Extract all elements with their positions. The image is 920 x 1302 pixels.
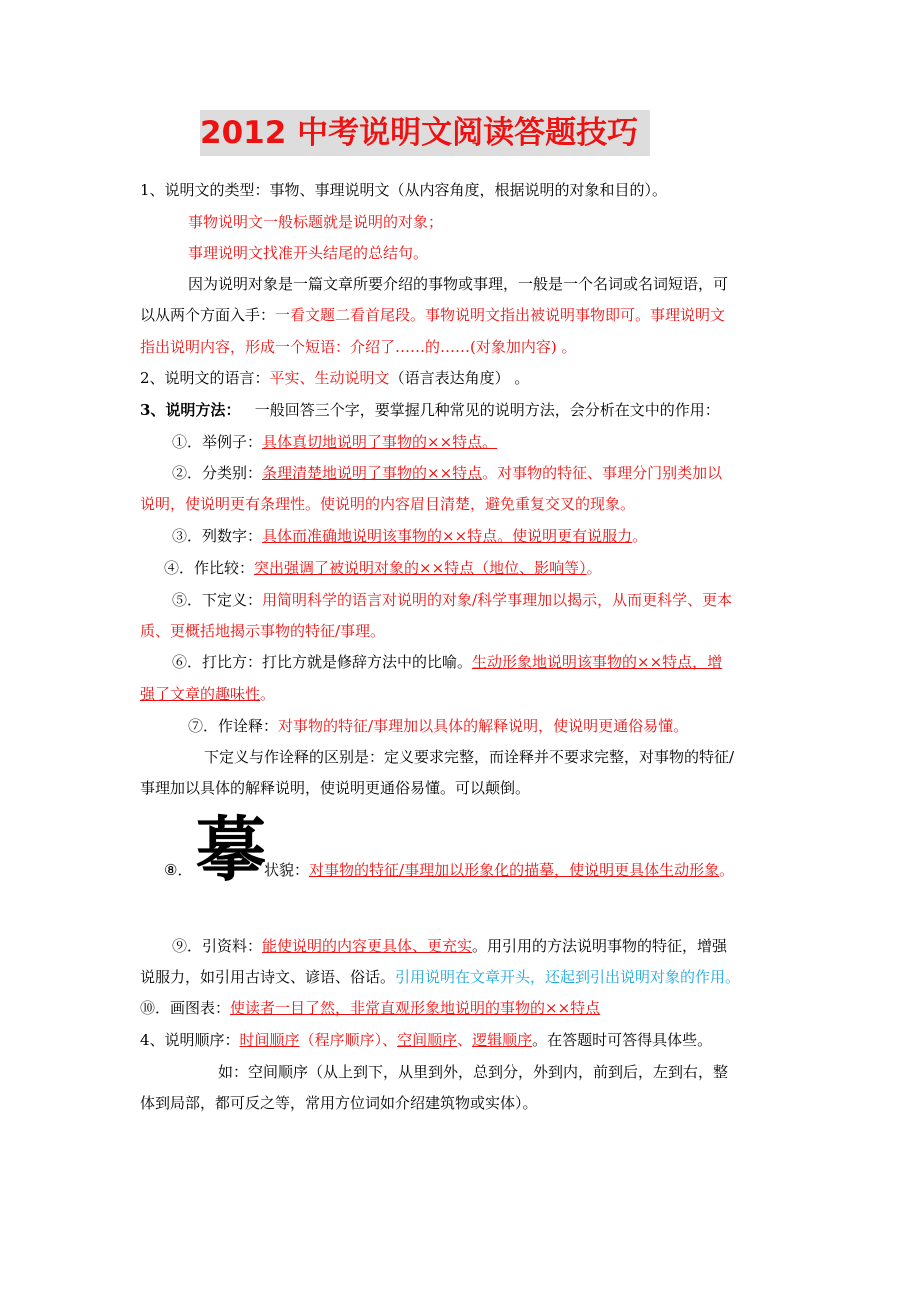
method-2: ②．分类别：条理清楚地说明了事物的××特点。对事物的特征、事理分门别类加以 [172, 464, 723, 482]
method-1: ①．举例子：具体真切地说明了事物的××特点。 [172, 433, 498, 451]
section-1-paragraph-line-1: 因为说明对象是一篇文章所要介绍的事物或事理，一般是一个名词或名词短语，可 [188, 275, 729, 293]
method-8-big-character: 摹 [196, 808, 266, 891]
method-7: ⑦．作诠释：对事物的特征/事理加以具体的解释说明，使说明更通俗易懂。 [188, 717, 689, 735]
method-6: ⑥．打比方：打比方就是修辞方法中的比喻。生动形象地说明该事物的××特点，增 [172, 653, 723, 671]
page-title: 2012 中考说明文阅读答题技巧 [200, 110, 650, 156]
definition-vs-explanation-line-1: 下定义与作诠释的区别是：定义要求完整，而诠释并不要求完整，对事物的特征/ [204, 748, 735, 766]
method-8: 状貌：对事物的特征/事理加以形象化的描摹，使说明更具体生动形象。 [264, 861, 735, 879]
example-line-1: 如：空间顺序（从上到下，从里到外，总到分，外到内，前到后，左到右，整 [218, 1063, 729, 1081]
section-1-heading: 1、说明文的类型：事物、事理说明文（从内容角度，根据说明的对象和目的）。 [140, 181, 668, 199]
section-2: 2、说明文的语言：平实、生动说明文（语言表达角度） 。 [140, 369, 530, 387]
method-10: ⑩．画图表：使读者一目了然，非常直观形象地说明的事物的××特点 [140, 999, 601, 1017]
method-5: ⑤．下定义：用简明科学的语言对说明的对象/科学事理加以揭示，从而更科学、更本 [172, 591, 733, 609]
section-1-paragraph-line-3: 指出说明内容，形成一个短语：介绍了……的……(对象加内容) 。 [140, 338, 577, 356]
section-1-red-line-2: 事理说明文找准开头结尾的总结句。 [188, 244, 429, 262]
definition-vs-explanation-line-2: 事理加以具体的解释说明，使说明更通俗易懂。可以颠倒。 [140, 779, 531, 797]
method-4: ④．作比较：突出强调了被说明对象的××特点（地位、影响等）。 [164, 559, 602, 577]
method-9: ⑨．引资料：能使说明的内容更具体、更充实。用引用的方法说明事物的特征，增强 [172, 937, 728, 955]
method-2-line-2: 说明，使说明更有条理性。使说明的内容眉目清楚，避免重复交叉的现象。 [140, 495, 636, 513]
method-9-line-2: 说服力，如引用古诗文、谚语、俗话。引用说明在文章开头，还起到引出说明对象的作用。 [140, 968, 741, 986]
method-3: ③．列数字：具体而准确地说明该事物的××特点。使说明更有说服力。 [172, 527, 648, 545]
method-8-label: ⑧． [164, 861, 193, 879]
method-5-line-2: 质、更概括地揭示事物的特征/事理。 [140, 622, 386, 640]
section-4: 4、说明顺序：时间顺序（程序顺序）、空间顺序、逻辑顺序。在答题时可答得具体些。 [140, 1031, 713, 1049]
section-1-paragraph-line-2: 以从两个方面入手：一看文题二看首尾段。事物说明文指出被说明事物即可。事理说明文 [140, 306, 726, 324]
example-line-2: 体到局部，都可反之等，常用方位词如介绍建筑物或实体）。 [140, 1094, 538, 1112]
section-3: 3、说明方法： 一般回答三个字，要掌握几种常见的说明方法，会分析在文中的作用： [140, 401, 720, 419]
method-6-line-2: 强了文章的趣味性。 [140, 685, 276, 703]
section-1-red-line-1: 事物说明文一般标题就是说明的对象； [188, 213, 444, 231]
